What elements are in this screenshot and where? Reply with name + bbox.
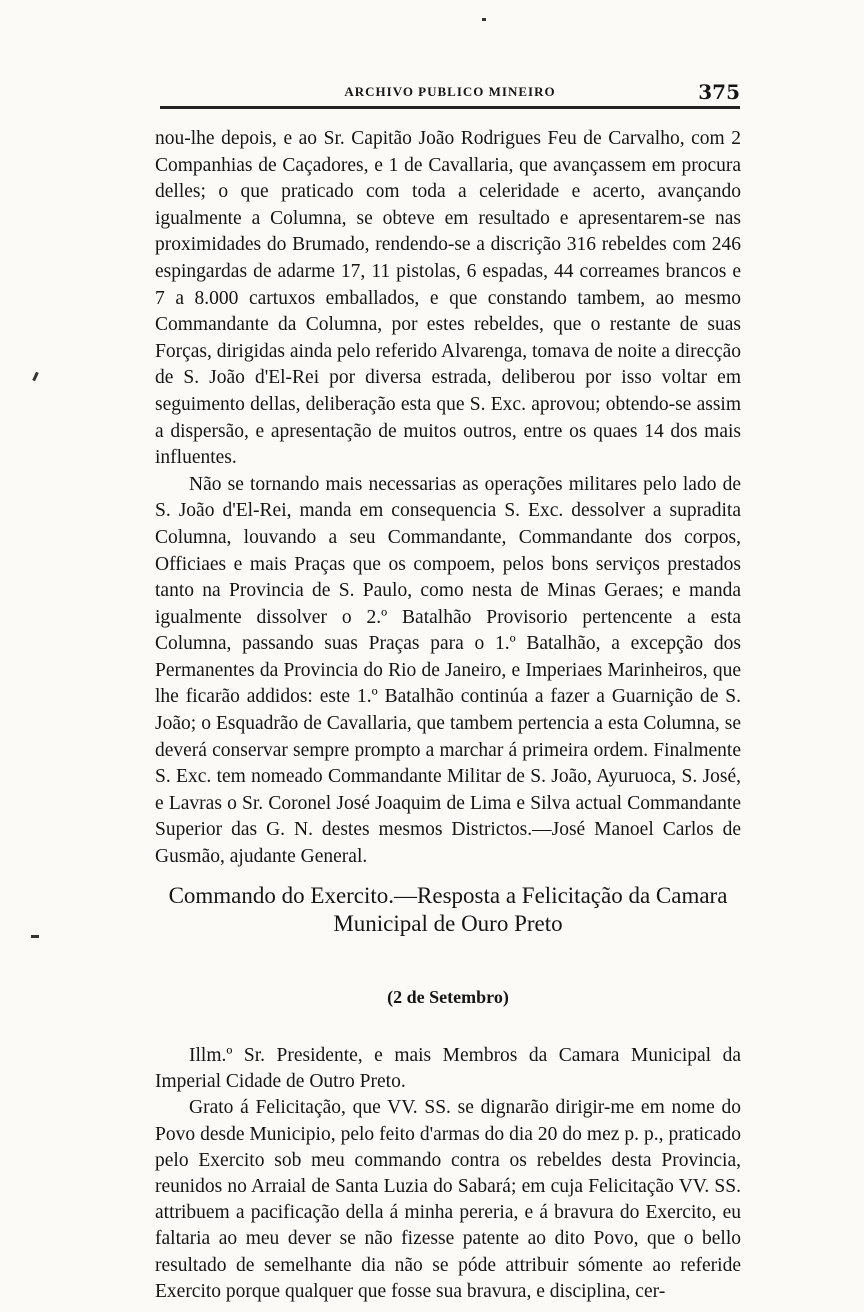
section-title-line-2: Municipal de Ouro Preto xyxy=(333,911,563,936)
letter-salutation: Illm.º Sr. Presidente, e mais Membros da Camara Municipal da Imperial Cidade de Outro Preto. xyxy=(155,1045,741,1093)
letter-text xyxy=(155,1043,741,1305)
paragraph-continued: nou-lhe depois, e ao Sr. Capitão João Rodrigues Feu de Carvalho, com 2 Companhias de Caçadores, e 1 de Cavallaria, que avançassem em procura delles; o que praticado com toda a celeridade e acerto, avançando igualmente a Columna, se obteve em resultado e apresentarem-se nas proximidades do Brumado, rendendo-se a discrição 316 rebeldes com 246 espingardas de adarme 17, 11 pistolas, 6 espadas, 44 correames brancos e 7 a 8.000 cartuxos emballados, e que constando tambem, ao mesmo Commandante da Columna, por estes rebeldes, que o restante de suas Forças, dirigidas ainda pelo referido Alvarenga, tomava de noite a direcção de S. João d'El-Rei por diversa estrada, deliberou por isso voltar em seguimento dellas, deliberação esta que S. Exc. aprovou; obtendo-se assim a dispersão, e apresentação de muitos outros, entre os quaes 14 dos mais influentes. xyxy=(155,128,741,469)
running-title: ARCHIVO PUBLICO MINEIRO xyxy=(344,84,556,99)
page-number: 375 xyxy=(698,80,740,104)
margin-mark xyxy=(32,372,39,381)
section-title xyxy=(155,882,741,938)
section-date: (2 de Setembro) xyxy=(387,987,509,1007)
header-rule xyxy=(160,106,740,109)
margin-mark xyxy=(482,18,486,21)
paragraph: Não se tornando mais necessarias as operações militares pelo lado de S. João d'El-Rei, manda em consequencia S. Exc. dessolver a supradita Columna, louvando a seu Commandante, Commandante dos corpos, Officiaes e mais Praças que os compoem, pelos bons serviços prestados tanto na Provincia de S. Paulo, como nesta de Minas Geraes; e manda igualmente dissolver o 2.º Batalhão Provisorio pertencente a esta Columna, passando suas Praças para o 1.º Batalhão, a excepção dos Permanentes da Provincia do Rio de Janeiro, e Imperiaes Marinheiros, que lhe ficarão addidos: este 1.º Batalhão continúa a fazer a Guarnição de S. João; o Esquadrão de Cavallaria, que tambem pertencia a esta Columna, se deverá conservar sempre prompto a marchar á primeira ordem. Finalmente S. Exc. tem nomeado Commandante Militar de S. João, Ayuruoca, S. José, e Lavras o Sr. Coronel José Joaquim de Lima e Silva actual Commandante Superior das G. N. destes mesmos Districtos.—José Manoel Carlos de Gusmão, ajudante General. xyxy=(155,473,741,868)
page-header xyxy=(160,80,740,110)
section-title-line-1: Commando do Exercito.—Resposta a Felicitação da Camara xyxy=(168,883,728,908)
margin-mark xyxy=(31,935,39,938)
main-text xyxy=(155,126,741,871)
letter-paragraph: Grato á Felicitação, que VV. SS. se dignarão dirigir-me em nome do Povo desde Municipio, pelo feito d'armas do dia 20 do mez p. p., praticado pelo Exercito sob meu commando contra os rebeldes desta Provincia, reunidos no Arraial de Santa Luzia do Sabará; em cuja Felicitação VV. SS. attribuem a pacificação della á minha pereria, e á bravura do Exercito, eu faltaria ao meu dever se não fizesse patente ao dito Povo, que o bello resultado de semelhante dia não se póde attribuir sómente ao referide Exercito porque qualquer que fosse sua bravura, e disciplina, cer- xyxy=(155,1097,741,1302)
